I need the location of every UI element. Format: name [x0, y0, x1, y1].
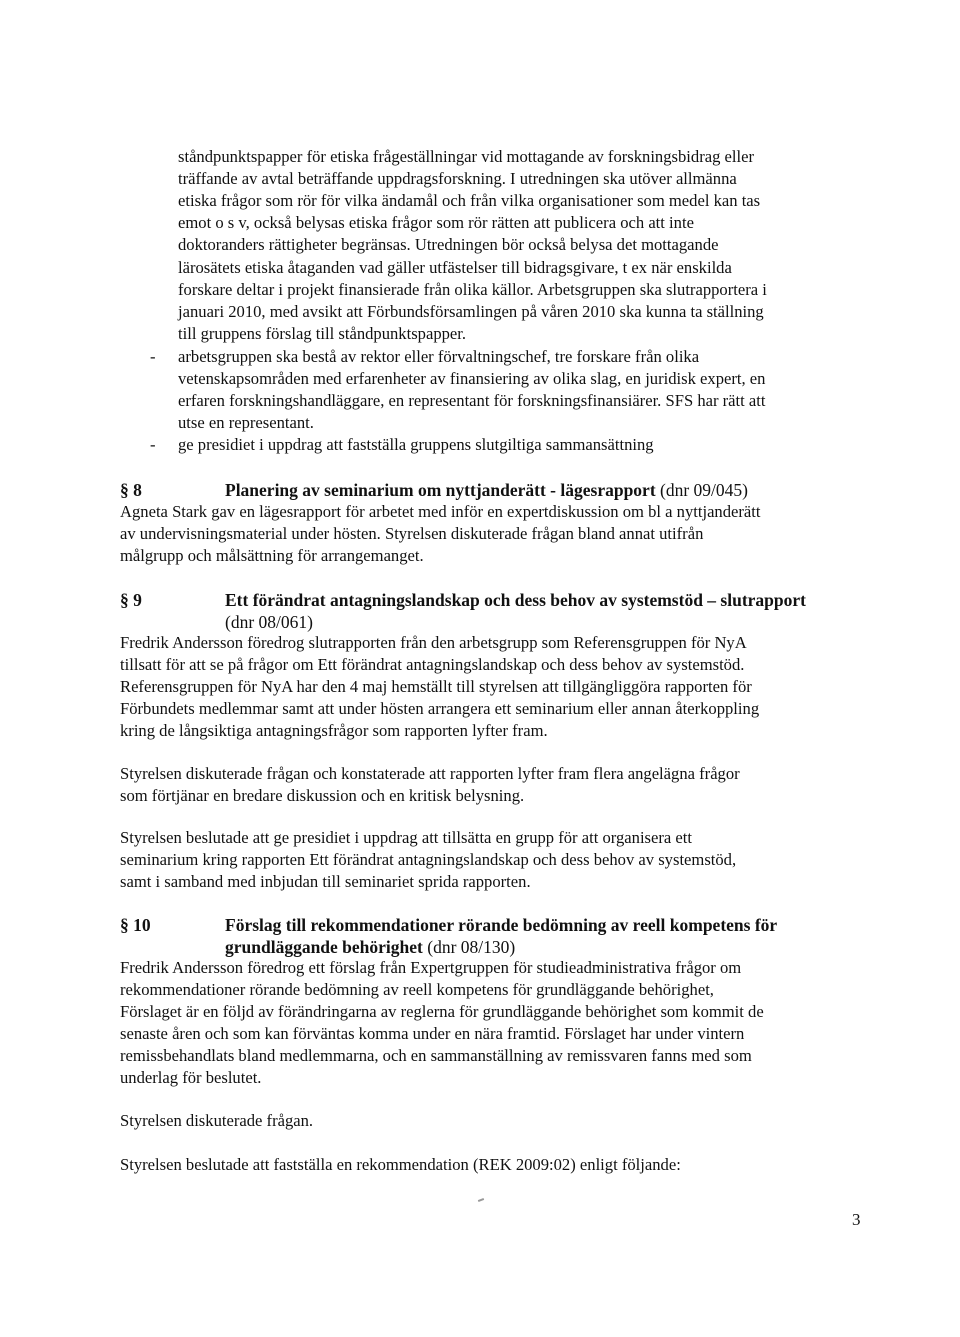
text-line: senaste åren och som kan förväntas komma under en nära framtid. Förslaget har under vintern	[120, 1024, 745, 1043]
text-line: Styrelsen beslutade att fastställa en rekommendation (REK 2009:02) enligt följande:	[120, 1155, 681, 1174]
text-line: Styrelsen diskuterade frågan och konstaterade att rapporten lyfter fram flera angelägna frågor	[120, 764, 740, 783]
text-line: samt i samband med inbjudan till seminariet sprida rapporten.	[120, 872, 531, 891]
section-number: § 8	[120, 480, 142, 500]
section-title-text: Förslag till rekommendationer rörande bedömning av reell kompetens för	[225, 915, 778, 935]
text-line: ge presidiet i uppdrag att fastställa gruppens slutgiltiga sammansättning	[178, 435, 654, 454]
text-line: emot o s v, också belysas etiska frågor som rör rätten att publicera och att inte	[178, 213, 694, 232]
text-line: etiska frågor som rör för vilka ändamål och från vilka organisationer som medel kan tas	[178, 191, 761, 210]
section-dnr: (dnr 08/130)	[427, 937, 516, 957]
text-line: Styrelsen diskuterade frågan.	[120, 1111, 314, 1130]
text-line: vetenskapsområden med erfarenheter av finansiering av olika slag, en juridisk expert, en	[178, 369, 766, 388]
text-line: underlag för beslutet.	[120, 1068, 262, 1087]
text-line: målgrupp och målsättning för arrangemanget.	[120, 546, 424, 565]
text-line: utse en representant.	[178, 413, 314, 432]
text-line: rekommendationer rörande bedömning av reell kompetens för grundläggande behörighet,	[120, 980, 714, 999]
text-line: av undervisningsmaterial under hösten. Styrelsen diskuterade frågan bland annat utifrån	[120, 524, 704, 543]
section-title-continued	[225, 935, 515, 959]
section-number: § 9	[120, 590, 142, 610]
section-title	[225, 913, 777, 937]
section-dnr: (dnr 08/061)	[225, 612, 313, 632]
bullet-dash: -	[150, 347, 156, 366]
section-dnr: (dnr 09/045)	[660, 480, 749, 500]
text-line: lärosätets etiska åtaganden vad gäller utfästelser till bidragsgivare, t ex när enskilda	[178, 258, 732, 277]
text-line: Referensgruppen för NyA har den 4 maj hemställt till styrelsen att tillgängliggöra rapporten för	[120, 677, 752, 696]
text-line: till gruppens förslag till ståndpunktspapper.	[178, 324, 467, 343]
section-title-text: grundläggande behörighet	[225, 937, 423, 957]
text-line: Agneta Stark gav en lägesrapport för arbetet med inför en expertdiskussion om bl a nyttjanderätt	[120, 502, 761, 521]
text-line: doktoranders rättigheter begränsas. Utredningen bör också belysa det mottagande	[178, 235, 719, 254]
section-title	[225, 588, 806, 612]
text-line: ståndpunktspapper för etiska frågeställningar vid mottagande av forskningsbidrag eller	[178, 147, 755, 166]
text-line: arbetsgruppen ska bestå av rektor eller förvaltningschef, tre forskare från olika	[178, 347, 700, 366]
text-line: Förbundets medlemmar samt att under hösten arrangera ett seminarium eller annan återkoppling	[120, 699, 760, 718]
bullet-dash: -	[150, 435, 156, 454]
section-title-text: Planering av seminarium om nyttjanderätt - lägesrapport	[225, 480, 656, 500]
text-line: kring de långsiktiga antagningsfrågor som rapporten lyfter fram.	[120, 721, 548, 740]
scan-speck	[478, 1198, 484, 1202]
text-line: Fredrik Andersson föredrog slutrapporten från den arbetsgrupp som Referensgruppen för NyA	[120, 633, 747, 652]
text-line: seminarium kring rapporten Ett förändrat antagningslandskap och dess behov av systemstöd,	[120, 850, 737, 869]
section-title	[225, 478, 748, 502]
text-line: forskare deltar i projekt finansierade från olika källor. Arbetsgruppen ska slutrapportera i	[178, 280, 767, 299]
text-line: januari 2010, med avsikt att Förbundsförsamlingen på våren 2010 ska kunna ta ställning	[178, 302, 764, 321]
page-number: 3	[852, 1210, 861, 1229]
text-line: Styrelsen beslutade att ge presidiet i uppdrag att tillsätta en grupp för att organisera ett	[120, 828, 693, 847]
text-line: erfaren forskningshandläggare, en representant för forskningsfinansiärer. SFS har rätt att	[178, 391, 766, 410]
text-line: träffande av avtal beträffande uppdragsforskning. I utredningen ska utöver allmänna	[178, 169, 737, 188]
text-line: remissbehandlats bland medlemmarna, och en sammanställning av remissvaren fanns med som	[120, 1046, 752, 1065]
text-line: som förtjänar en bredare diskussion och en kritisk belysning.	[120, 786, 525, 805]
section-number: § 10	[120, 915, 151, 935]
text-line: tillsatt för att se på frågor om Ett förändrat antagningslandskap och dess behov av systemstöd.	[120, 655, 745, 674]
text-line: Fredrik Andersson föredrog ett förslag från Expertgruppen för studieadministrativa frågor om	[120, 958, 742, 977]
text-line: Förslaget är en följd av förändringarna av reglerna för grundläggande behörighet som kommit de	[120, 1002, 764, 1021]
section-title-text: Ett förändrat antagningslandskap och dess behov av systemstöd – slutrapport	[225, 590, 806, 610]
